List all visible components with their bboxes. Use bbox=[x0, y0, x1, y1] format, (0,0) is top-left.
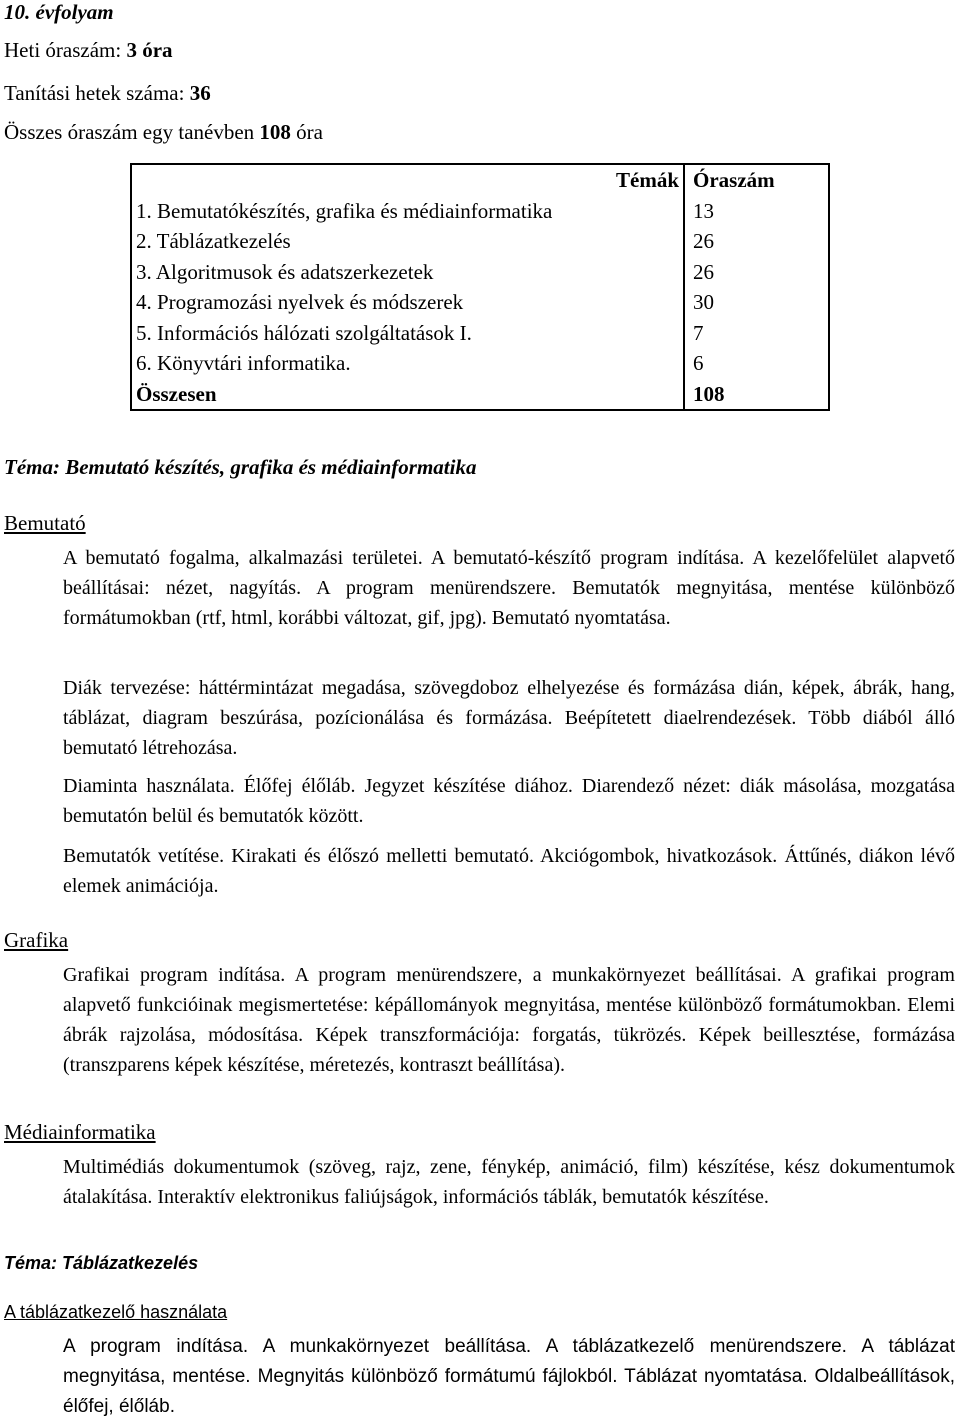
weeks-line bbox=[4, 81, 211, 106]
table-header-row bbox=[131, 164, 829, 196]
weeks-label: Tanítási hetek száma: bbox=[4, 81, 190, 105]
hours-cell: 13 bbox=[684, 196, 829, 227]
topic-cell: 3. Algoritmusok és adatszerkezetek bbox=[131, 257, 684, 288]
topic-cell: 6. Könyvtári informatika. bbox=[131, 348, 684, 379]
total-hours-cell: 108 bbox=[684, 379, 829, 411]
topic-cell: 5. Információs hálózati szolgáltatások I. bbox=[131, 318, 684, 349]
table-row bbox=[131, 318, 829, 349]
grafika-paragraph: Grafikai program indítása. A program menürendszere, a munkakörnyezet beállításai. A grafikai program alapvető funkcióinak megismertetése: képállományok megnyitása, mentése különböző formátumokban. Elemi ábrák rajzolása, módosítása. Képek transzformációja: forgatás, tükrözés. Képek beillesztése, formázása (transzparens képek készítése, méretezés, kontraszt beállítása). bbox=[63, 964, 955, 1076]
total-label-cell: Összesen bbox=[131, 379, 684, 411]
bemutato-paragraph-1: A bemutató fogalma, alkalmazási területei. A bemutató-készítő program indítása. A kezelőfelület alapvető beállításai: nézet, nagyítás. A program menürendszere. Bemutatók megnyitása, mentése különböző formátumokban (rtf, html, korábbi változat, gif, jpg). Bemutató nyomtatása. bbox=[63, 547, 955, 629]
hours-cell: 26 bbox=[684, 226, 829, 257]
table-row bbox=[131, 196, 829, 227]
bemutato-subheading: Bemutató bbox=[4, 511, 86, 535]
bemutato-paragraph-3: Diaminta használata. Élőfej élőláb. Jegyzet készítése diához. Diarendező nézet: diák másolása, mozgatása bemutatón belül és bemutatók között. bbox=[63, 775, 955, 827]
topics-table bbox=[130, 163, 830, 411]
section2-heading: Téma: Táblázatkezelés bbox=[4, 1253, 199, 1273]
weekly-hours-line bbox=[4, 38, 173, 63]
bemutato-paragraph-4: Bemutatók vetítése. Kirakati és élőszó melletti bemutató. Akciógombok, hivatkozások. Áttűnés, diákon lévő elemek animációja. bbox=[63, 845, 955, 897]
table-row bbox=[131, 348, 829, 379]
header-hours: Óraszám bbox=[684, 164, 829, 196]
weekly-hours-value: 3 óra bbox=[126, 38, 173, 62]
grafika-subheading: Grafika bbox=[4, 928, 69, 952]
topic-cell: 2. Táblázatkezelés bbox=[131, 226, 684, 257]
weeks-value: 36 bbox=[189, 81, 211, 105]
table-row bbox=[131, 226, 829, 257]
total-hours-value: 108 bbox=[259, 120, 291, 144]
table-total-row bbox=[131, 379, 829, 411]
hours-cell: 6 bbox=[684, 348, 829, 379]
grade-title: 10. évfolyam bbox=[4, 0, 114, 24]
bemutato-paragraph-2: Diák tervezése: háttérmintázat megadása, szövegdoboz elhelyezése és formázása dián, képek, ábrák, hang, táblázat, diagram beszúrása, pozícionálása és formázása. Beépítetett diaelrendezések. Több diából álló bemutató létrehozása. bbox=[63, 677, 955, 759]
hours-cell: 7 bbox=[684, 318, 829, 349]
section1-heading: Téma: Bemutató készítés, grafika és médiainformatika bbox=[4, 455, 477, 479]
hours-cell: 30 bbox=[684, 287, 829, 318]
spreadsheet-paragraph: A program indítása. A munkakörnyezet beállítása. A táblázatkezelő menürendszere. A táblázat megnyitása, mentése. Megnyitás különböző formátumú fájlokból. Táblázat nyomtatása. Oldalbeállítások, élőfej, élőláb. bbox=[63, 1336, 955, 1417]
spreadsheet-subheading: A táblázatkezelő használata bbox=[4, 1302, 228, 1322]
weekly-hours-label: Heti óraszám: bbox=[4, 38, 127, 62]
total-hours-label: Összes óraszám egy tanévben bbox=[4, 120, 260, 144]
topic-cell: 4. Programozási nyelvek és módszerek bbox=[131, 287, 684, 318]
media-paragraph: Multimédiás dokumentumok (szöveg, rajz, zene, fénykép, animáció, film) készítése, kész dokumentumok átalakítása. Interaktív elektronikus faliújságok, információs táblák, bemutatók készítése. bbox=[63, 1156, 955, 1208]
media-subheading: Médiainformatika bbox=[4, 1120, 156, 1144]
header-topics: Témák bbox=[131, 164, 684, 196]
total-hours-line bbox=[4, 120, 323, 145]
topic-cell: 1. Bemutatókészítés, grafika és médiainformatika bbox=[131, 196, 684, 227]
total-hours-unit: óra bbox=[290, 120, 323, 144]
table-row bbox=[131, 287, 829, 318]
table-row bbox=[131, 257, 829, 288]
hours-cell: 26 bbox=[684, 257, 829, 288]
